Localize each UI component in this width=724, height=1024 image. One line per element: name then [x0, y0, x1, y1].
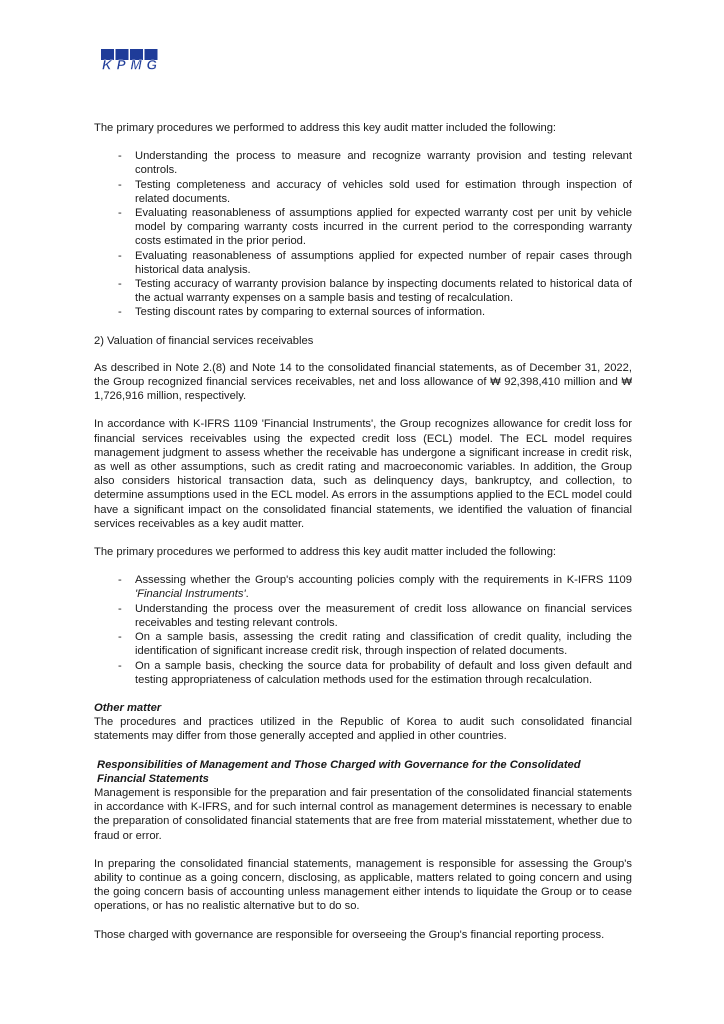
- standard-title: 'Financial Instruments': [135, 588, 246, 601]
- procedures-intro: The primary procedures we performed to address this key audit matter included the following:: [94, 122, 557, 134]
- list-item: [135, 573, 632, 601]
- heading-line: Financial Statements: [97, 772, 209, 785]
- procedures-list: [94, 149, 632, 319]
- heading-line: Responsibilities of Management and Those Charged with Governance for the Consolidated: [97, 758, 581, 771]
- procedures-intro: The primary procedures we performed to address this key audit matter included the following:: [94, 546, 557, 559]
- list-item: - On a sample basis, assessing the credit rating and classification of credit quality, including the identification of significant increase credit risk, through inspection of related documents.: [135, 630, 632, 658]
- list-item: - On a sample basis, checking the source data for probability of default and loss given default and testing appropriateness of calculation methods used for the estimation through recalculation.: [135, 659, 632, 687]
- paragraph: In accordance with K-IFRS 1109 'Financial Instruments', the Group recognizes allowance for credit loss for financial services receivables using the expected credit loss (ECL) model. The ECL model requires management judgment to assess whether the receivable has undergone a significant increase in credit risk, as well as other assumptions, such as credit rating and macroeconomic variables. In addition, the Group also considers historical transaction data, such as delinquency days, bankruptcy, and collection, to determine assumptions used in the ECL model. As errors in the assumptions applied to the ECL model could have a significant impact on the consolidated financial statements, we identified the valuation of financial services receivables as a key audit matter.: [94, 418, 632, 530]
- kpmg-logo-mark: [101, 49, 158, 71]
- paragraph: Those charged with governance are responsible for overseeing the Group's financial reporting process.: [94, 928, 605, 941]
- list-item: - Understanding the process to measure and recognize warranty provision and testing relevant controls.: [135, 149, 632, 177]
- list-item-text: Assessing whether the Group's accounting policies comply with the requirements in K-IFRS 1109: [135, 574, 632, 587]
- list-item: - Testing completeness and accuracy of vehicles sold used for estimation through inspection of related documents.: [135, 178, 632, 206]
- list-item: - Understanding the process over the measurement of credit loss allowance on financial services receivables and testing relevant controls.: [135, 602, 632, 630]
- paragraph: Management is responsible for the preparation and fair presentation of the consolidated financial statements in accordance with K-IFRS, and for such internal control as management determines is necessary to enable the preparation of consolidated financial statements that are free from material misstatement, whether due to fraud or error.: [94, 786, 632, 842]
- paragraph: As described in Note 2.(8) and Note 14 to the consolidated financial statements, as of December 31, 2022, the Group recognized financial services receivables, net and loss allowance of ₩ 92,398,410 million and ₩ 1,726,916 million, respectively.: [94, 361, 632, 403]
- list-item: - Evaluating reasonableness of assumptions applied for expected warranty cost per unit by vehicle model by comparing warranty costs incurred in the current period to the corresponding warranty costs estimated in the prior period.: [135, 206, 632, 249]
- responsibilities-heading: [94, 758, 632, 786]
- list-item: - Evaluating reasonableness of assumptions applied for expected number of repair cases through historical data analysis.: [135, 249, 632, 277]
- logo-text: KPMG: [102, 57, 157, 71]
- list-item: - Testing discount rates by comparing to external sources of information.: [135, 305, 632, 319]
- kpmg-logo: [101, 49, 158, 71]
- document-body: [94, 121, 632, 942]
- procedures-list: [94, 573, 632, 687]
- list-item-end: .: [245, 588, 249, 601]
- section-heading: 2) Valuation of financial services receivables: [94, 334, 314, 347]
- other-matter-heading: Other matter: [94, 701, 162, 714]
- list-item: - Testing accuracy of warranty provision balance by inspecting documents related to historical data of the actual warranty expenses on a sample basis and testing of recalculation.: [135, 277, 632, 305]
- paragraph: The procedures and practices utilized in the Republic of Korea to audit such consolidated financial statements may differ from those generally accepted and applied in other countries.: [94, 716, 632, 743]
- paragraph: In preparing the consolidated financial statements, management is responsible for assessing the Group's ability to continue as a going concern, disclosing, as applicable, matters related to going concern and using the going concern basis of accounting unless management either intends to liquidate the Group or to cease operations, or has no realistic alternative but to do so.: [94, 857, 632, 913]
